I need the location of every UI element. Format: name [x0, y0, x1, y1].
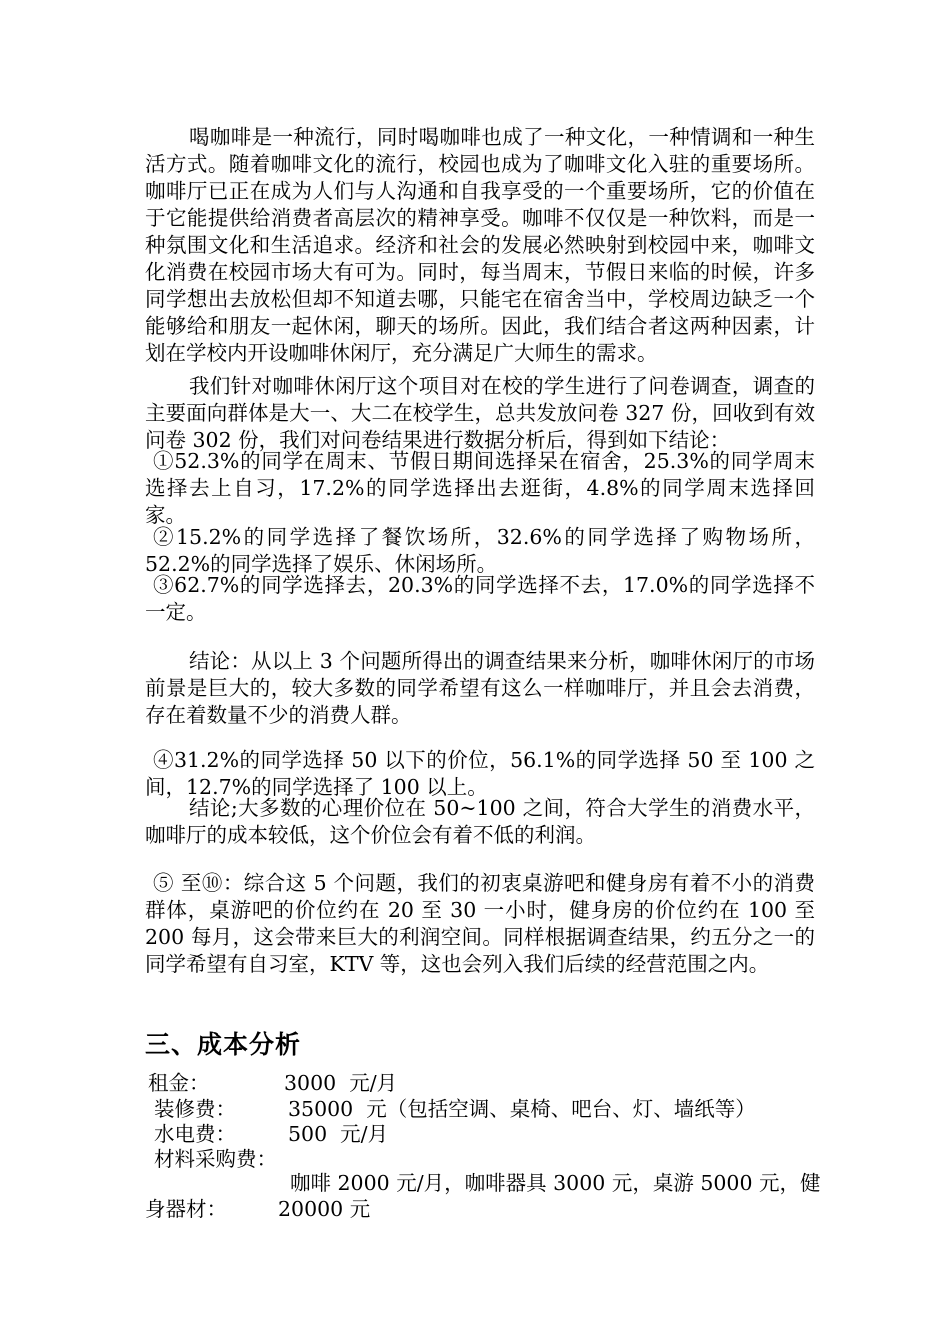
- survey-paragraph: 我们针对咖啡休闲厅这个项目对在校的学生进行了问卷调查，调查的主要面向群体是大一、大二在校学生，总共发放问卷 327 份，回收到有效问卷 302 份，我们对问卷结果进行数据分析后，得到如下结论：: [145, 374, 815, 452]
- decoration-value: 35000 元（包括空调、桌椅、吧台、灯、墙纸等）: [288, 1097, 756, 1121]
- finding-1: ①52.3%的同学在周末、节假日期间选择呆在宿舍，25.3%的同学周末选择去上自习，17.2%的同学选择出去逛街，4.8%的同学周末选择回家。: [145, 449, 815, 527]
- finding-3: ③62.7%的同学选择去，20.3%的同学选择不去，17.0%的同学选择不一定。: [145, 573, 815, 624]
- finding-5-10: ⑤ 至⑩：综合这 5 个问题，我们的初衷桌游吧和健身房有着不小的消费群体，桌游吧的价位约在 20 至 30 一小时，健身房的价位约在 100 至 200 每月，这会带来巨大的利润空间。同样根据调查结果，约五分之一的同学希望有自习室，KTV 等，这也会列入我们后续的经营范围之内。: [145, 871, 815, 976]
- material-label: 材料采购费：: [154, 1147, 277, 1171]
- material-line-1: 咖啡 2000 元/月，咖啡器具 3000 元，桌游 5000 元，健: [290, 1171, 821, 1195]
- conclusion-1: 结论：从以上 3 个问题所得出的调查结果来分析，咖啡休闲厅的市场前景是巨大的，较大多数的同学希望有这么一样咖啡厅，并且会去消费，存在着数量不少的消费人群。: [145, 649, 815, 727]
- fitness-equipment-label: 身器材：: [145, 1197, 227, 1221]
- rent-label: 租金：: [148, 1071, 210, 1095]
- section-heading-cost-analysis: 三、成本分析: [145, 1030, 302, 1059]
- finding-2: ②15.2%的同学选择了餐饮场所，32.6%的同学选择了购物场所，52.2%的同学选择了娱乐、休闲场所。: [145, 525, 815, 576]
- utility-label: 水电费：: [154, 1122, 236, 1146]
- intro-paragraph: 喝咖啡是一种流行，同时喝咖啡也成了一种文化，一种情调和一种生活方式。随着咖啡文化的流行，校园也成为了咖啡文化入驻的重要场所。咖啡厅已正在成为人们与人沟通和自我享受的一个重要场所，它的价值在于它能提供给消费者高层次的精神享受。咖啡不仅仅是一种饮料，而是一种氛围文化和生活追求。经济和社会的发展必然映射到校园中来，咖啡文化消费在校园市场大有可为。同时，每当周末，节假日来临的时候，许多同学想出去放松但却不知道去哪，只能宅在宿舍当中，学校周边缺乏一个能够给和朋友一起休闲，聊天的场所。因此，我们结合者这两种因素，计划在学校内开设咖啡休闲厅，充分满足广大师生的需求。: [145, 125, 815, 365]
- conclusion-2: 结论;大多数的心理价位在 50~100 之间，符合大学生的消费水平，咖啡厅的成本较低，这个价位会有着不低的利润。: [145, 796, 815, 847]
- rent-value: 3000 元/月: [284, 1071, 398, 1095]
- fitness-equipment-value: 20000 元: [278, 1197, 371, 1221]
- utility-value: 500 元/月: [288, 1122, 389, 1146]
- decoration-label: 装修费：: [154, 1097, 236, 1121]
- finding-4: ④31.2%的同学选择 50 以下的价位，56.1%的同学选择 50 至 100 之间，12.7%的同学选择了 100 以上。: [145, 748, 815, 799]
